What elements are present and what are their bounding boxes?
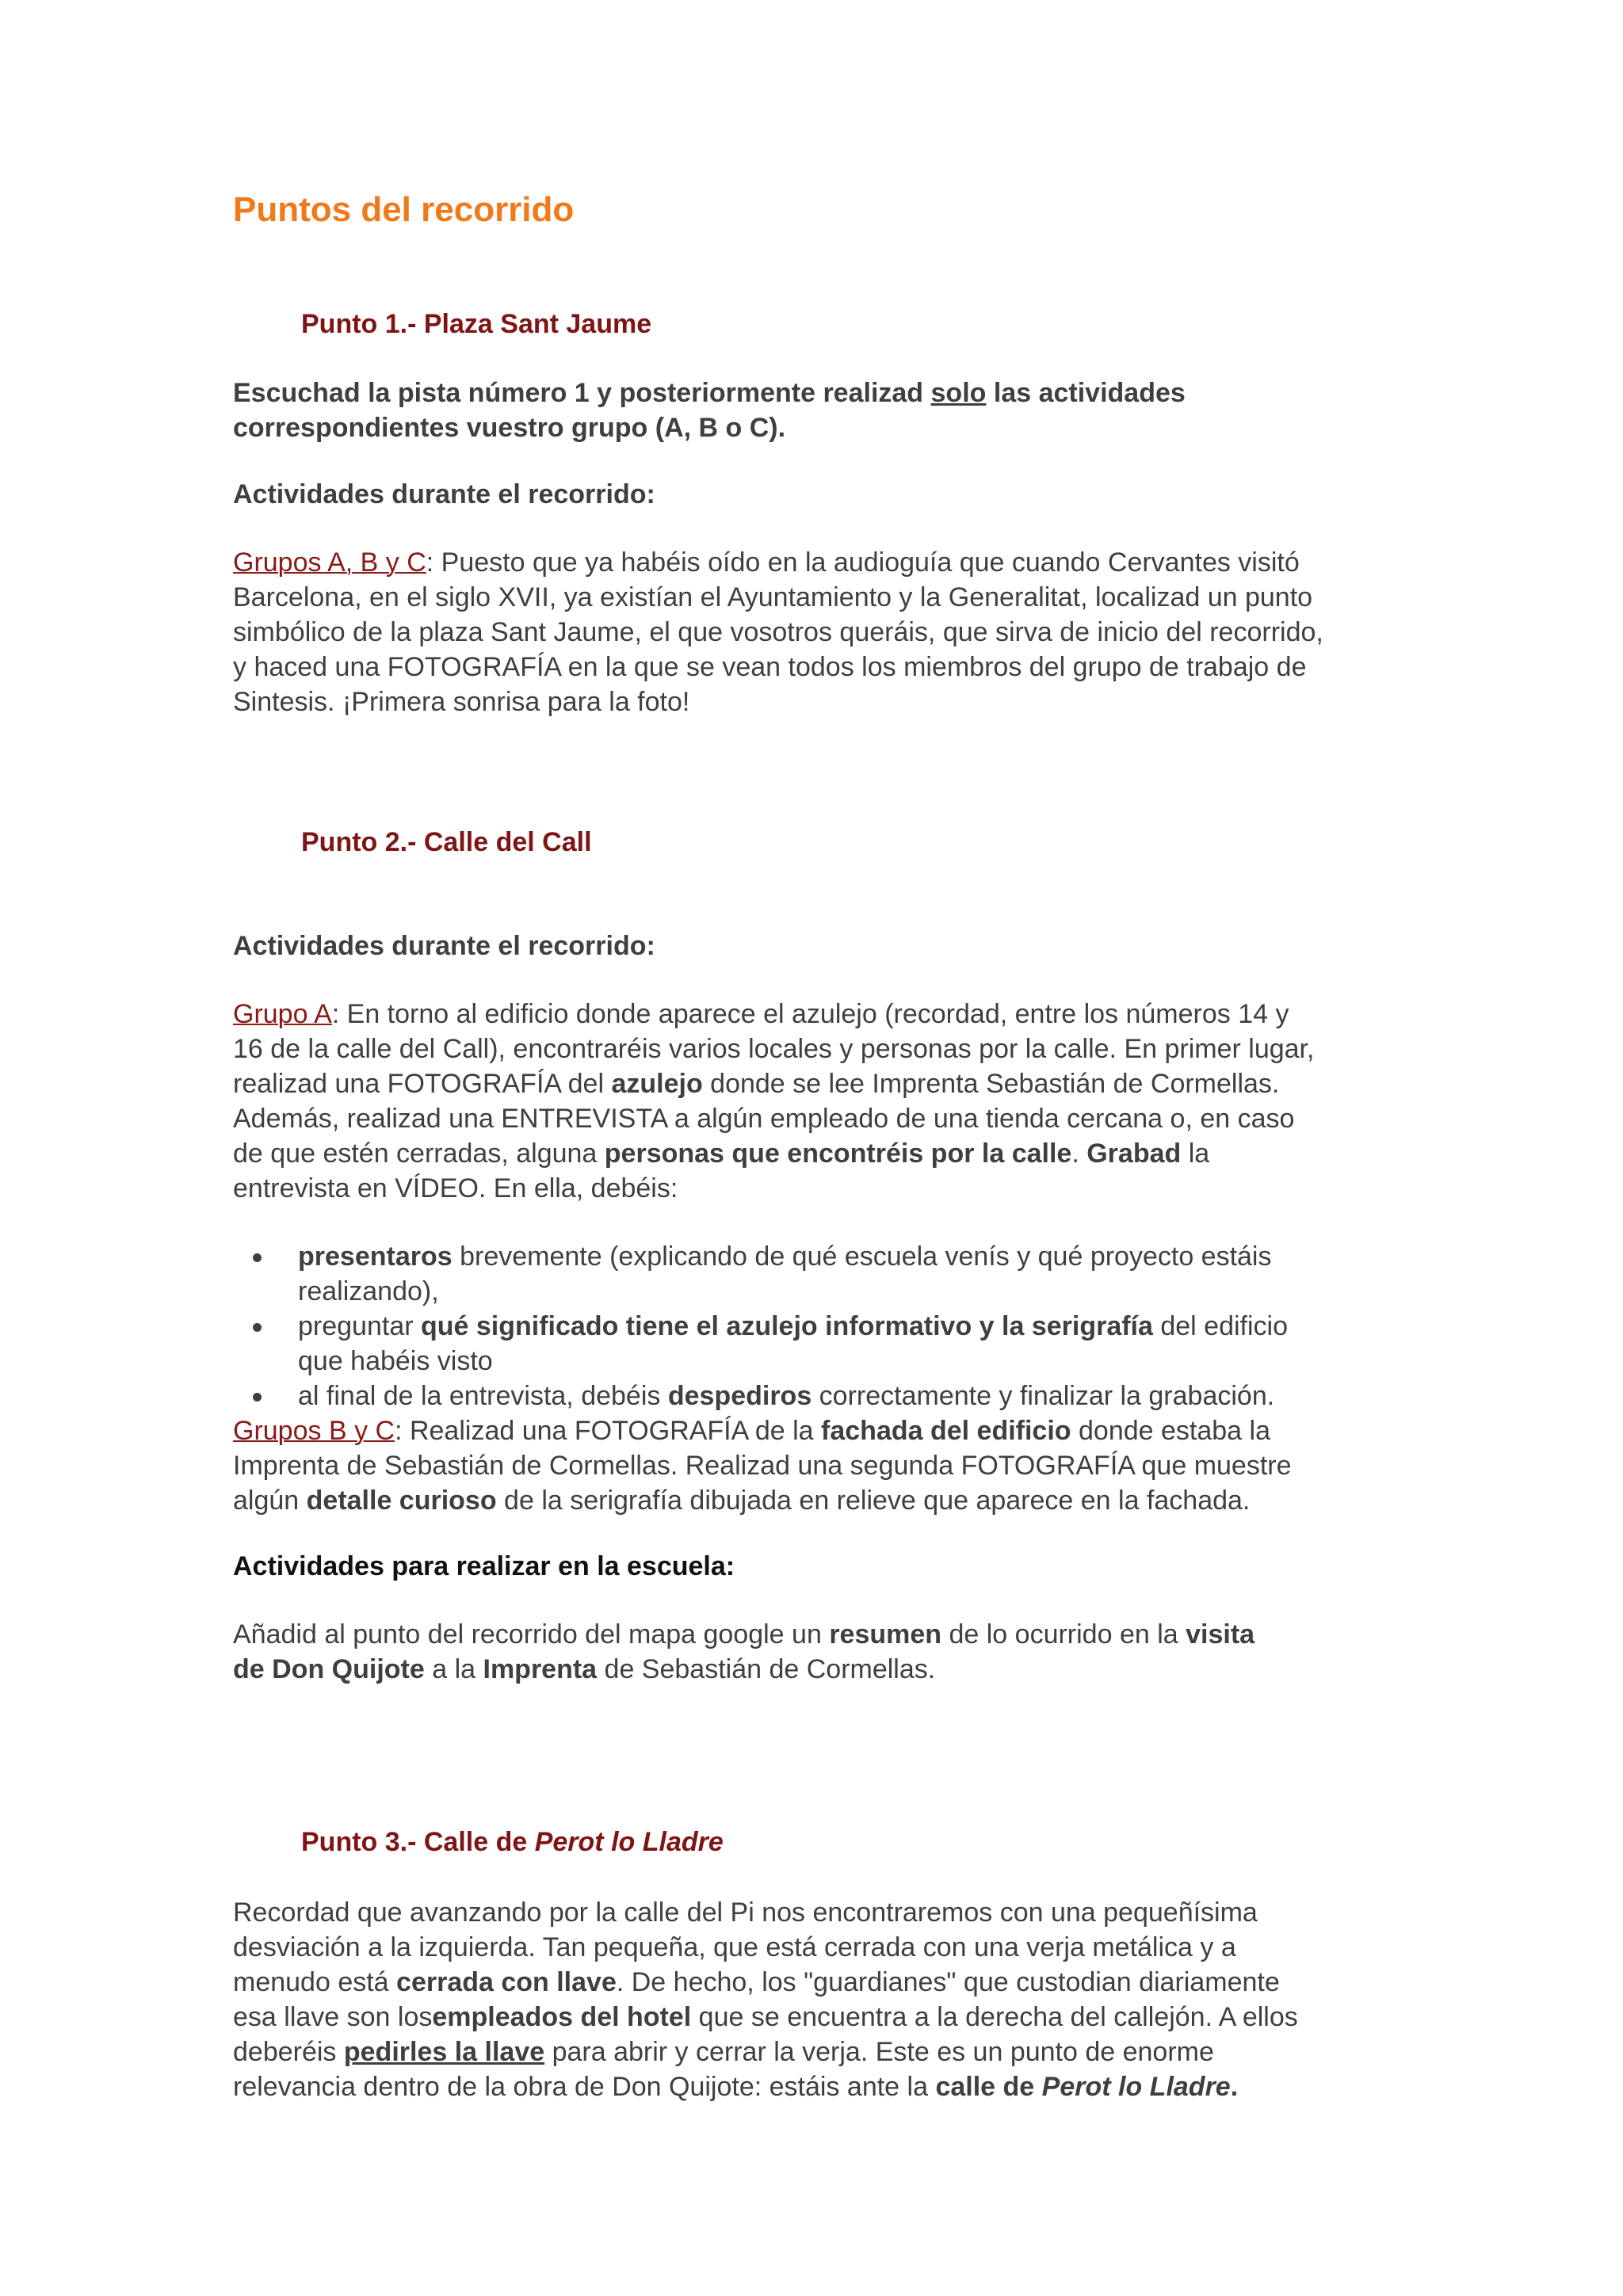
paragraph-text: donde estaba la	[1071, 1416, 1270, 1446]
paragraph-emphasis: Imprenta	[483, 1654, 598, 1684]
paragraph-text: de Sebastián de Cormellas.	[597, 1654, 936, 1684]
paragraph-emphasis: cerrada con llave	[396, 1967, 617, 1997]
grupos-abc-link[interactable]: Grupos A, B y C	[233, 547, 426, 578]
bullet-text: brevemente (explicando de qué escuela venís y qué proyecto estáis	[452, 1241, 1272, 1272]
bullet-text: correctamente y finalizar la grabación.	[812, 1381, 1275, 1411]
paragraph-text: deberéis	[233, 2037, 344, 2067]
punto-3-heading	[301, 1827, 724, 1858]
paragraph-emphasis: de Don Quijote	[233, 1654, 425, 1684]
paragraph-emphasis: visita	[1186, 1619, 1255, 1650]
bullet-emphasis: despediros	[667, 1381, 812, 1411]
paragraph-text: esa llave son los	[233, 2002, 433, 2032]
paragraph-text: de que estén cerradas, alguna	[233, 1138, 605, 1169]
intro-text: Escuchad la pista número 1 y posteriormente realizad	[233, 378, 931, 408]
escuela-paragraph	[233, 1617, 1406, 1687]
paragraph-emphasis: pedirles la llave	[343, 2037, 545, 2067]
escuela-heading: Actividades para realizar en la escuela:	[233, 1551, 735, 1581]
paragraph-text: menudo está	[233, 1967, 397, 1997]
bullet-icon	[253, 1323, 262, 1332]
document-title: Puntos del recorrido	[233, 190, 575, 229]
paragraph-text: . De hecho, los "guardianes" que custodian diariamente	[616, 1967, 1280, 1997]
paragraph-emphasis: Perot lo Lladre	[1041, 2072, 1231, 2102]
paragraph-emphasis: calle de	[935, 2072, 1042, 2102]
paragraph-emphasis: resumen	[829, 1619, 942, 1650]
punto-1-actividades-heading: Actividades durante el recorrido:	[233, 479, 655, 509]
bullet-emphasis: qué significado tiene el azulejo informativo y la serigrafía	[421, 1311, 1153, 1341]
intro-text: las actividades	[986, 378, 1186, 408]
paragraph-text: la	[1181, 1138, 1210, 1169]
grupo-a-link[interactable]: Grupo A	[233, 999, 332, 1029]
intro-text: correspondientes vuestro grupo (A, B o C).	[233, 413, 786, 443]
paragraph-text: que se encuentra a la derecha del callejón. A ellos	[691, 2002, 1298, 2032]
intro-emphasis: solo	[930, 378, 987, 408]
bullet-text: al final de la entrevista, debéis	[298, 1381, 668, 1411]
paragraph-text: de la serigrafía dibujada en relieve que aparece en la fachada.	[496, 1486, 1251, 1516]
interview-bullet-list	[233, 1239, 1406, 1413]
paragraph-text: .	[1071, 1138, 1087, 1169]
bullet-icon	[253, 1393, 262, 1402]
paragraph-emphasis: .	[1230, 2072, 1239, 2102]
paragraph-emphasis: personas que encontréis por la calle	[604, 1138, 1072, 1169]
bullet-text: realizando),	[298, 1276, 439, 1306]
paragraph-text: para abrir y cerrar la verja. Este es un punto de enorme	[544, 2037, 1214, 2067]
bullet-item	[233, 1239, 1406, 1309]
paragraph-text: Imprenta de Sebastián de Cormellas. Realizad una segunda FOTOGRAFÍA que muestre	[233, 1451, 1292, 1481]
paragraph-text: simbólico de la plaza Sant Jaume, el que vosotros queráis, que sirva de inicio del recorrido,	[233, 617, 1323, 647]
paragraph-text: Añadid al punto del recorrido del mapa google un	[233, 1619, 830, 1650]
bullet-text: que habéis visto	[298, 1346, 493, 1376]
grupo-a-paragraph	[233, 997, 1406, 1206]
paragraph-emphasis: empleados del hotel	[432, 2002, 692, 2032]
paragraph-text: a la	[424, 1654, 483, 1684]
paragraph-text: : Puesto que ya habéis oído en la audioguía que cuando Cervantes visitó	[426, 547, 1300, 578]
paragraph-emphasis: fachada del edificio	[821, 1416, 1071, 1446]
grupos-bc-paragraph	[233, 1413, 1406, 1518]
paragraph-text: 16 de la calle del Call), encontraréis varios locales y personas por la calle. En primer lugar,	[233, 1034, 1315, 1064]
paragraph-text: Además, realizad una ENTREVISTA a algún empleado de una tienda cercana o, en caso	[233, 1104, 1295, 1134]
punto-1-intro	[233, 376, 1406, 445]
punto-1-paragraph	[233, 545, 1406, 719]
paragraph-text: y haced una FOTOGRAFÍA en la que se vean todos los miembros del grupo de trabajo de	[233, 652, 1307, 682]
bullet-item	[233, 1379, 1406, 1413]
paragraph-text: de lo ocurrido en la	[941, 1619, 1186, 1650]
paragraph-text: donde se lee Imprenta Sebastián de Cormellas.	[702, 1069, 1280, 1099]
paragraph-text: Sintesis. ¡Primera sonrisa para la foto!	[233, 687, 690, 717]
punto-3-paragraph	[233, 1895, 1406, 2104]
paragraph-text: algún	[233, 1486, 307, 1516]
punto-2-heading: Punto 2.- Calle del Call	[301, 827, 592, 857]
grupos-bc-link[interactable]: Grupos B y C	[233, 1416, 395, 1446]
bullet-emphasis: presentaros	[298, 1241, 453, 1272]
paragraph-emphasis: detalle curioso	[306, 1486, 497, 1516]
bullet-text: preguntar	[298, 1311, 421, 1341]
paragraph-text: : En torno al edificio donde aparece el azulejo (recordad, entre los números 14 y	[331, 999, 1289, 1029]
paragraph-text: realizad una FOTOGRAFÍA del	[233, 1069, 612, 1099]
punto-1-heading: Punto 1.- Plaza Sant Jaume	[301, 309, 652, 339]
punto-3-heading-street: Perot lo Lladre	[534, 1827, 724, 1857]
bullet-icon	[253, 1253, 262, 1262]
paragraph-text: entrevista en VÍDEO. En ella, debéis:	[233, 1173, 678, 1203]
paragraph-text: desviación a la izquierda. Tan pequeña, que está cerrada con una verja metálica y a	[233, 1932, 1236, 1962]
paragraph-emphasis: azulejo	[611, 1069, 703, 1099]
paragraph-emphasis: Grabad	[1086, 1138, 1182, 1169]
punto-2-actividades-heading: Actividades durante el recorrido:	[233, 931, 655, 961]
paragraph-text: Barcelona, en el siglo XVII, ya existían el Ayuntamiento y la Generalitat, localizad un punto	[233, 582, 1313, 612]
paragraph-text: relevancia dentro de la obra de Don Quijote: estáis ante la	[233, 2072, 936, 2102]
bullet-text: del edificio	[1152, 1311, 1289, 1341]
paragraph-text: : Realizad una FOTOGRAFÍA de la	[395, 1416, 822, 1446]
paragraph-text: Recordad que avanzando por la calle del Pi nos encontraremos con una pequeñísima	[233, 1897, 1258, 1928]
bullet-item	[233, 1309, 1406, 1379]
punto-3-heading-text: Punto 3.- Calle de	[301, 1827, 535, 1857]
